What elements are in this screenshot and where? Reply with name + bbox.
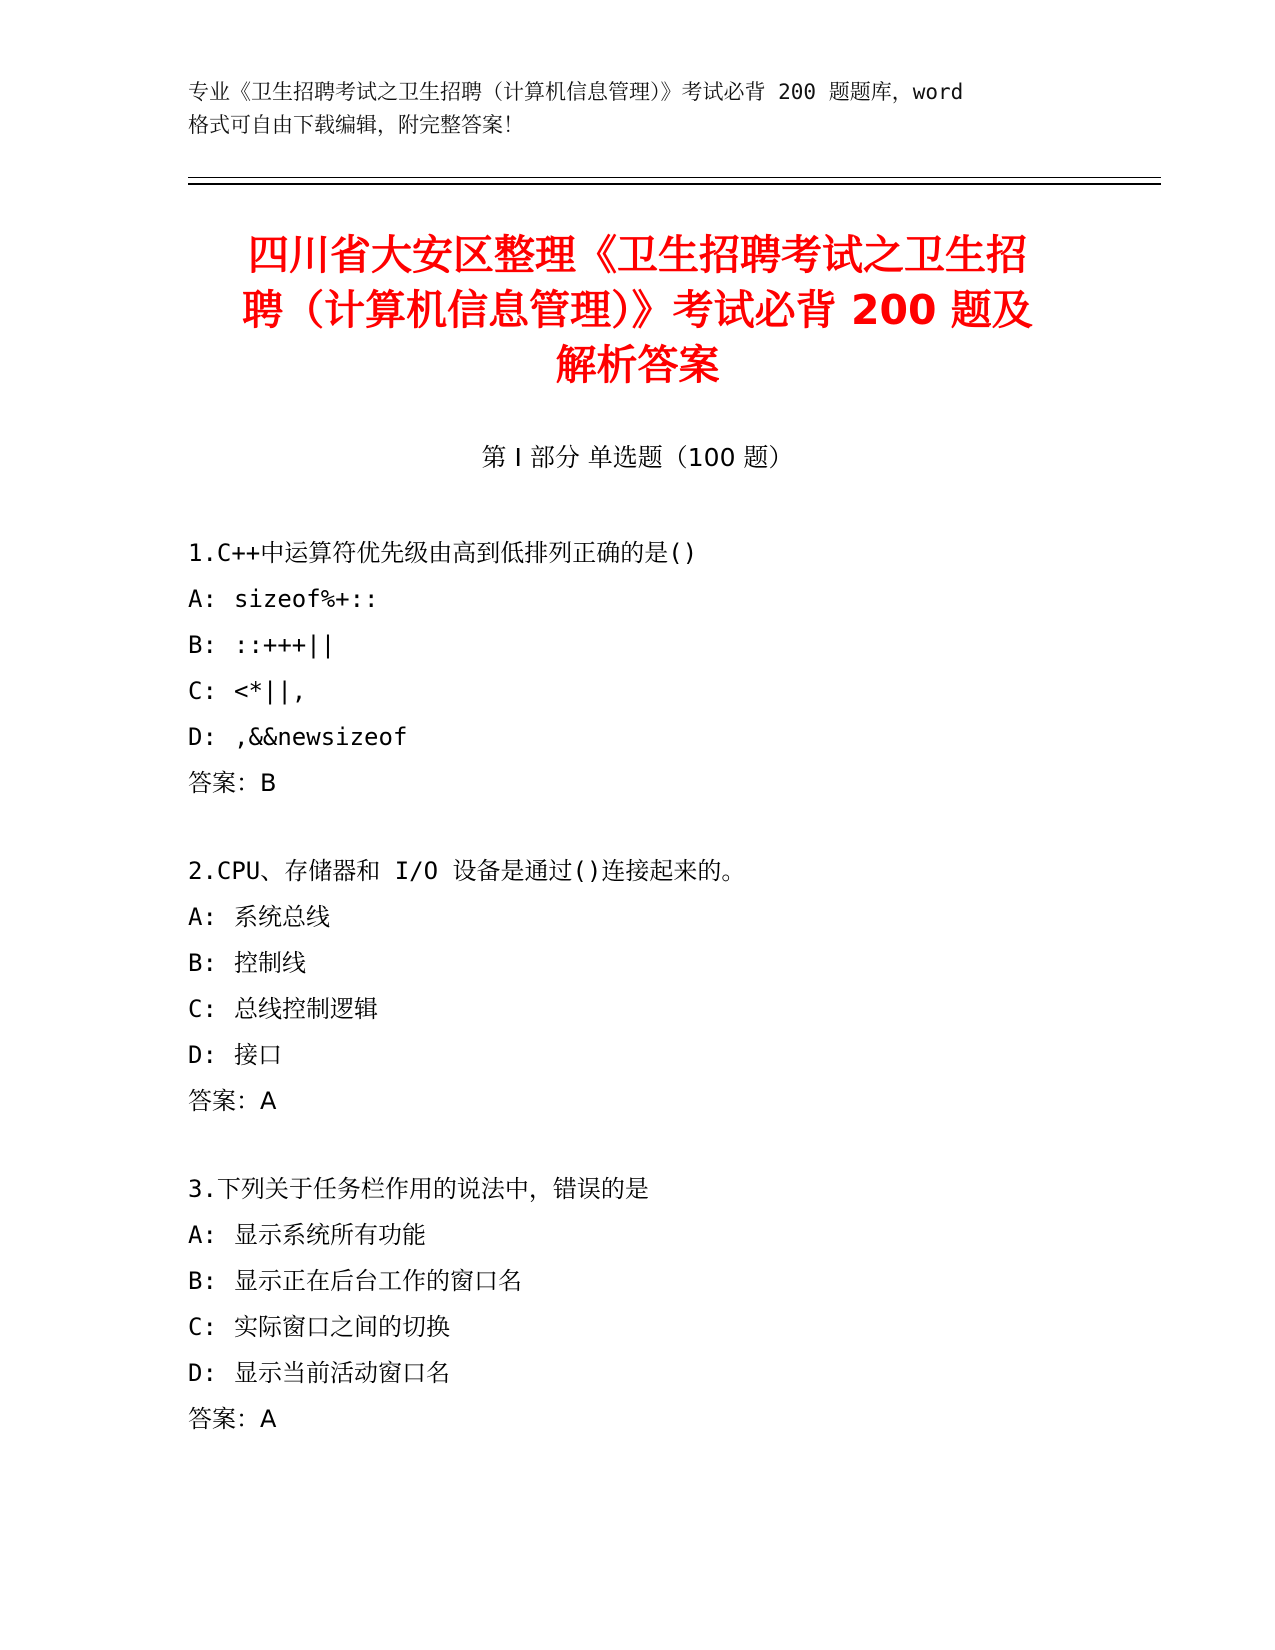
option-text: 接口 [234, 1041, 282, 1069]
option-d [188, 714, 1148, 760]
header-divider-top [188, 177, 1161, 178]
option-key: C: [188, 1313, 217, 1341]
question-stem: 1.C++中运算符优先级由高到低排列正确的是() [188, 539, 698, 567]
section-heading: 第 I 部分 单选题（100 题） [481, 443, 794, 472]
option-key: A: [188, 585, 217, 613]
question-stem: 2.CPU、存储器和 I/O 设备是通过()连接起来的。 [188, 857, 746, 885]
question-item [188, 1166, 1148, 1442]
option-key: B: [188, 1267, 217, 1295]
question-item [188, 530, 1148, 806]
option-a [188, 1212, 1148, 1258]
option-key: C: [188, 677, 217, 705]
answer-line: 答案：B [188, 769, 277, 797]
option-text: 总线控制逻辑 [234, 995, 378, 1023]
header-line-2: 格式可自由下载编辑，附完整答案！ [188, 113, 524, 137]
header-divider-bottom [188, 183, 1161, 185]
option-text: 显示正在后台工作的窗口名 [234, 1267, 522, 1295]
title-line-1: 四川省大安区整理《卫生招聘考试之卫生招 [248, 231, 1027, 279]
option-b [188, 622, 1148, 668]
title-line-3: 解析答案 [555, 341, 720, 389]
option-key: D: [188, 1041, 217, 1069]
option-key: A: [188, 903, 217, 931]
option-key: D: [188, 1359, 217, 1387]
option-text: 显示系统所有功能 [234, 1221, 426, 1249]
title-line-2: 聘（计算机信息管理）》考试必背 200 题及 [242, 286, 1033, 334]
question-stem: 3.下列关于任务栏作用的说法中，错误的是 [188, 1175, 649, 1203]
option-key: C: [188, 995, 217, 1023]
option-key: B: [188, 631, 217, 659]
option-text: 控制线 [234, 949, 306, 977]
question-list [188, 530, 1148, 1484]
document-title [150, 228, 1125, 393]
option-key: D: [188, 723, 217, 751]
answer-line: 答案：A [188, 1087, 277, 1115]
option-key: A: [188, 1221, 217, 1249]
option-d [188, 1350, 1148, 1396]
option-a [188, 576, 1148, 622]
option-text: sizeof%+:: [234, 585, 379, 613]
option-d [188, 1032, 1148, 1078]
option-c [188, 986, 1148, 1032]
option-text: <*||, [234, 677, 307, 705]
document-header-note [188, 76, 1088, 142]
answer-line: 答案：A [188, 1405, 277, 1433]
option-b [188, 1258, 1148, 1304]
question-item [188, 848, 1148, 1124]
option-text: 实际窗口之间的切换 [234, 1313, 450, 1341]
option-a [188, 894, 1148, 940]
option-text: ,&&newsizeof [234, 723, 408, 751]
option-text: 显示当前活动窗口名 [234, 1359, 450, 1387]
header-line-1: 专业《卫生招聘考试之卫生招聘（计算机信息管理）》考试必背 200 题题库，word [188, 80, 964, 104]
option-text: ::+++|| [234, 631, 336, 659]
option-key: B: [188, 949, 217, 977]
option-b [188, 940, 1148, 986]
option-text: 系统总线 [234, 903, 330, 931]
option-c [188, 668, 1148, 714]
option-c [188, 1304, 1148, 1350]
